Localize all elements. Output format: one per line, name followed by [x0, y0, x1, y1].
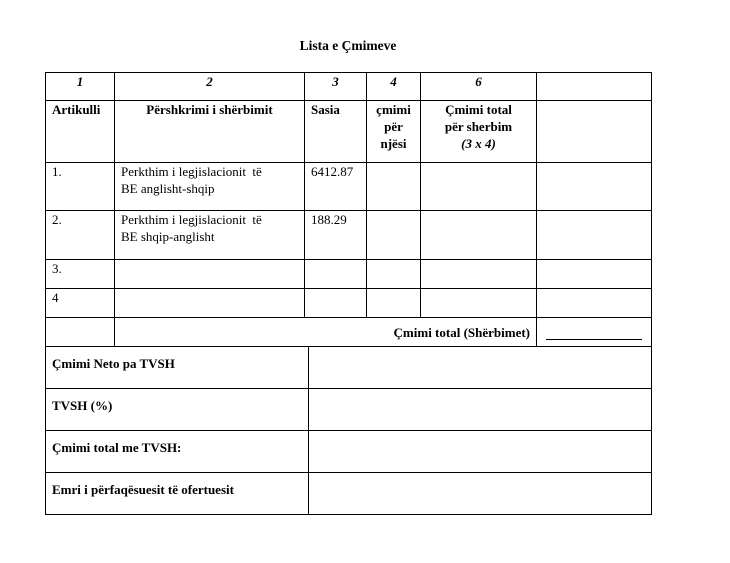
- summary-label-text: Çmimi total me TVSH:: [52, 440, 182, 455]
- table-row: [46, 211, 652, 260]
- row-unit-price: [367, 260, 421, 289]
- header-row: [46, 101, 652, 163]
- row-description-line: BE shqip-anglisht: [121, 229, 215, 244]
- row-extra: [537, 260, 652, 289]
- summary-row: [46, 431, 652, 473]
- header-quantity: Sasia: [305, 101, 367, 163]
- row-quantity: 188.29: [305, 211, 367, 260]
- row-unit-price: [367, 163, 421, 211]
- row-quantity: [305, 260, 367, 289]
- row-quantity: [305, 289, 367, 318]
- summary-label: [46, 473, 309, 515]
- header-total-line: (3 x 4): [461, 136, 496, 151]
- row-total: [421, 260, 537, 289]
- table-row: [46, 289, 652, 318]
- row-total: [421, 163, 537, 211]
- services-total-fill-line: [546, 328, 642, 340]
- services-total-label: Çmimi total (Shërbimet): [115, 318, 537, 347]
- summary-label: [46, 389, 309, 431]
- services-total-blank: [537, 318, 652, 347]
- summary-row: [46, 389, 652, 431]
- row-number: 4: [46, 289, 115, 318]
- row-extra: [537, 211, 652, 260]
- header-total-line: Çmimi total: [445, 102, 512, 117]
- summary-row: [46, 473, 652, 515]
- row-unit-price: [367, 289, 421, 318]
- services-total-row: [46, 318, 652, 347]
- row-total: [421, 211, 537, 260]
- header-empty: [537, 101, 652, 163]
- row-extra: [537, 163, 652, 211]
- row-description: [115, 163, 305, 211]
- column-number-row: [46, 73, 652, 101]
- row-extra: [537, 289, 652, 318]
- row-description-line: Perkthim i legjislacionit të: [121, 164, 262, 179]
- summary-table: [45, 346, 652, 515]
- row-number: 1.: [46, 163, 115, 211]
- column-number: [537, 73, 652, 101]
- header-unit-price-line: për: [384, 119, 403, 134]
- header-unit-price-line: çmimi: [376, 102, 411, 117]
- row-description: [115, 289, 305, 318]
- row-total: [421, 289, 537, 318]
- summary-row: [46, 347, 652, 389]
- summary-label-text: TVSH (%): [52, 398, 113, 413]
- row-description-line: BE anglisht-shqip: [121, 181, 215, 196]
- header-unit-price-line: njësi: [380, 136, 407, 151]
- summary-value: [309, 389, 652, 431]
- column-number: 6: [421, 73, 537, 101]
- header-unit-price: [367, 101, 421, 163]
- summary-value: [309, 347, 652, 389]
- column-number: 4: [367, 73, 421, 101]
- row-unit-price: [367, 211, 421, 260]
- summary-label: [46, 347, 309, 389]
- header-article: Artikulli: [46, 101, 115, 163]
- table-row: [46, 260, 652, 289]
- services-total-empty: [46, 318, 115, 347]
- row-description: [115, 260, 305, 289]
- header-total-price: [421, 101, 537, 163]
- price-list-table: [45, 72, 652, 347]
- header-description: Përshkrimi i shërbimit: [115, 101, 305, 163]
- summary-label-text: Emri i përfaqësuesit të ofertuesit: [52, 482, 234, 497]
- row-number: 2.: [46, 211, 115, 260]
- document-title: Lista e Çmimeve: [299, 38, 397, 53]
- column-number: 3: [305, 73, 367, 101]
- row-description-line: Perkthim i legjislacionit të: [121, 212, 262, 227]
- summary-value: [309, 473, 652, 515]
- summary-value: [309, 431, 652, 473]
- row-description: [115, 211, 305, 260]
- row-number: 3.: [46, 260, 115, 289]
- summary-label: [46, 431, 309, 473]
- table-row: [46, 163, 652, 211]
- row-quantity: 6412.87: [305, 163, 367, 211]
- column-number: 2: [115, 73, 305, 101]
- header-total-line: për sherbim: [444, 119, 513, 134]
- column-number: 1: [46, 73, 115, 101]
- summary-label-text: Çmimi Neto pa TVSH: [52, 356, 175, 371]
